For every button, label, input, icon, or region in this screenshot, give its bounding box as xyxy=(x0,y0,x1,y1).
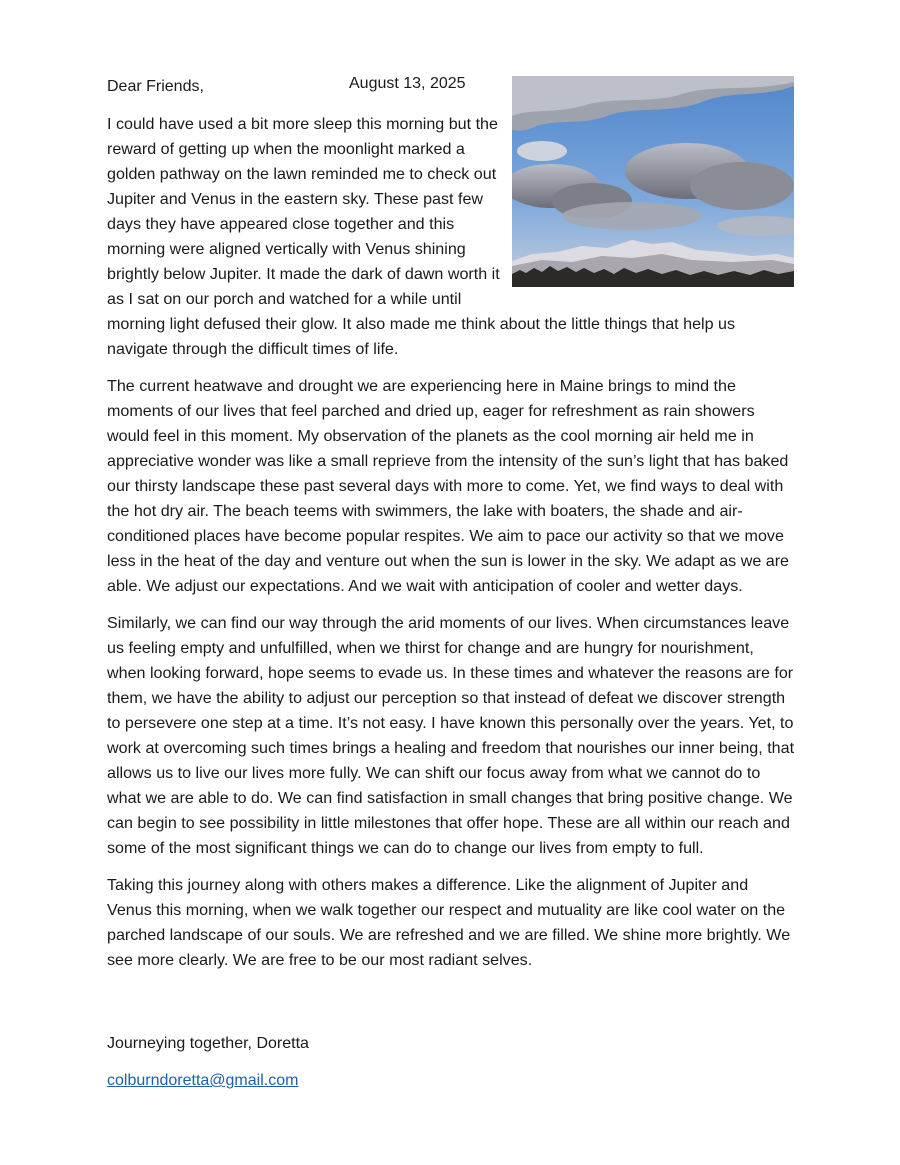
paragraph: I could have used a bit more sleep this morning but the reward of getting up when the moonlight marked a golden pathway on the lawn reminded me to check out Jupiter and Venus in the eastern sky. These past few days they have appeared close together and this morning were aligned vertically with Venus shining brightly below Jupiter. It made the dark of dawn worth it as I sat on our porch and watched for a while until morning light defused their glow. It also made me think about the little things that help us navigate through the difficult times of life. xyxy=(107,115,736,358)
paragraph: Taking this journey along with others makes a difference. Like the alignment of Jupiter and Venus this morning, when we walk together our respect and mutuality are like cool water on the parched landscape of our souls. We are refreshed and we are filled. We shine more brightly. We see more clearly. We are free to be our most radiant selves. xyxy=(107,876,791,969)
photo-wrap-spacer xyxy=(505,112,795,300)
letter-body xyxy=(107,112,795,985)
paragraph: Similarly, we can find our way through the arid moments of our lives. When circumstances leave us feeling empty and unfulfilled, when we thirst for change and are hungry for nourishment, when looking forward, hope seems to evade us. In these times and whatever the reasons are for them, we have the ability to adjust our perception so that instead of defeat we discover strength to persevere one step at a time. It’s not easy. I have known this personally over the years. Yet, to work at overcoming such times brings a healing and freedom that nourishes our inner being, that allows us to live our lives more fully. We can shift our focus away from what we cannot do to what we are able to do. We can find satisfaction in small changes that bring positive change. We can begin to see possibility in little milestones that offer hope. These are all within our reach and some of the most significant things we can do to change our lives from empty to full. xyxy=(107,614,795,857)
greeting: Dear Friends, xyxy=(107,78,204,95)
email-link[interactable]: colburndoretta@gmail.com xyxy=(107,1072,299,1089)
paragraph: The current heatwave and drought we are experiencing here in Maine brings to mind the moments of our lives that feel parched and dried up, eager for refreshment as rain showers would feel in this moment. My observation of the planets as the cool morning air held me in appreciative wonder was like a small reprieve from the intensity of the sun’s light that has baked our thirsty landscape these past several days with more to come. Yet, we find ways to deal with the hot dry air. The beach teems with swimmers, the lake with boaters, the shade and air-conditioned places have become popular respites. We aim to pace our activity so that we move less in the heat of the day and venture out when the sun is lower in the sky. We adapt as we are able. We adjust our expectations. And we wait with anticipation of cooler and wetter days. xyxy=(107,377,790,595)
signoff: Journeying together, Doretta xyxy=(107,1035,309,1052)
letter-date: August 13, 2025 xyxy=(349,75,466,92)
